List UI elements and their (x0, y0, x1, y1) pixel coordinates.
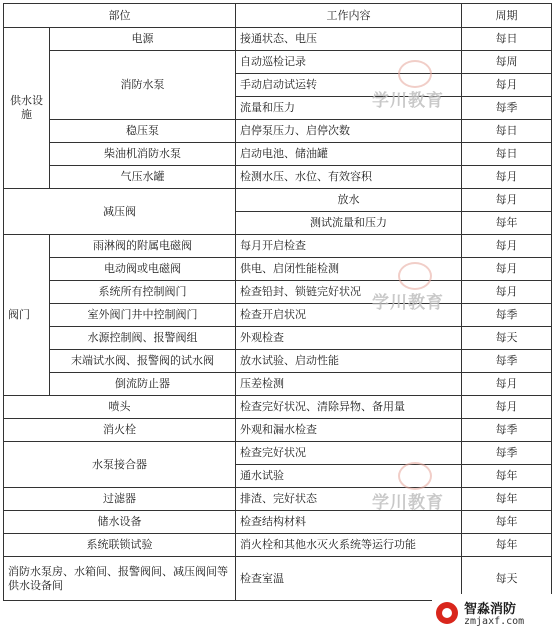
content-cell: 检查结构材料 (236, 511, 462, 534)
header-content: 工作内容 (236, 4, 462, 28)
content-cell: 测试流量和压力 (236, 212, 462, 235)
content-cell: 检查室温 (236, 557, 462, 601)
table-row (4, 189, 552, 212)
content-cell: 检查完好状况、清除异物、备用量 (236, 396, 462, 419)
part-cell: 稳压泵 (50, 120, 236, 143)
part-cell: 雨淋阀的附属电磁阀 (50, 235, 236, 258)
table-row (4, 419, 552, 442)
table-header-row (4, 4, 552, 28)
part-cell: 室外阀门井中控制阀门 (50, 304, 236, 327)
content-cell: 手动启动试运转 (236, 74, 462, 97)
content-cell: 放水试验、启动性能 (236, 350, 462, 373)
part-cell: 气压水罐 (50, 166, 236, 189)
watermark-text: 学川教育 (372, 493, 444, 513)
period-cell: 每月 (462, 281, 552, 304)
period-cell: 每月 (462, 258, 552, 281)
logo-name: 智淼消防 (464, 602, 517, 617)
content-cell: 检查铅封、锁链完好状况 (236, 281, 462, 304)
table-row (4, 120, 552, 143)
period-cell: 每年 (462, 511, 552, 534)
part-cell: 消防水泵房、水箱间、报警阀间、减压阀间等供水设备间 (4, 557, 236, 601)
table-row (4, 488, 552, 511)
part-cell: 系统所有控制阀门 (50, 281, 236, 304)
part-cell: 柴油机消防水泵 (50, 143, 236, 166)
content-cell: 自动巡检记录 (236, 51, 462, 74)
part-cell: 消防水泵 (50, 51, 236, 120)
content-cell: 流量和压力 (236, 97, 462, 120)
period-cell: 每周 (462, 51, 552, 74)
period-cell: 每日 (462, 28, 552, 51)
period-cell: 每天 (462, 327, 552, 350)
content-cell: 检测水压、水位、有效容积 (236, 166, 462, 189)
content-cell: 启动电池、储油罐 (236, 143, 462, 166)
part-cell: 电源 (50, 28, 236, 51)
part-cell: 系统联锁试验 (4, 534, 236, 557)
content-cell: 通水试验 (236, 465, 462, 488)
content-cell: 检查开启状况 (236, 304, 462, 327)
content-cell: 供电、启闭性能检测 (236, 258, 462, 281)
period-cell: 每日 (462, 143, 552, 166)
table-row (4, 143, 552, 166)
table-row (4, 166, 552, 189)
content-cell: 外观和漏水检查 (236, 419, 462, 442)
logo-url: zmjaxf.com (464, 616, 525, 627)
content-cell: 放水 (236, 189, 462, 212)
period-cell: 每月 (462, 373, 552, 396)
header-period: 周期 (462, 4, 552, 28)
period-cell: 每月 (462, 189, 552, 212)
period-cell: 每季 (462, 97, 552, 120)
period-cell: 每年 (462, 465, 552, 488)
period-cell: 每季 (462, 419, 552, 442)
watermark-text: 学川教育 (372, 91, 444, 111)
period-cell: 每年 (462, 488, 552, 511)
table-row (4, 327, 552, 350)
content-cell: 检查完好状况 (236, 442, 462, 465)
part-cell: 过滤器 (4, 488, 236, 511)
table-row (4, 28, 552, 51)
content-cell: 启停泵压力、启停次数 (236, 120, 462, 143)
period-cell: 每季 (462, 350, 552, 373)
part-cell: 减压阀 (4, 189, 236, 235)
period-cell: 每季 (462, 442, 552, 465)
maintenance-schedule-table (3, 3, 552, 601)
part-cell: 末端试水阀、报警阀的试水阀 (50, 350, 236, 373)
part-cell: 水源控制阀、报警阀组 (50, 327, 236, 350)
logo-mark-icon (436, 602, 458, 624)
part-cell: 倒流防止器 (50, 373, 236, 396)
period-cell: 每年 (462, 212, 552, 235)
table-row (4, 51, 552, 74)
period-cell: 每月 (462, 166, 552, 189)
part-cell: 电动阀或电磁阀 (50, 258, 236, 281)
watermark-text: 学川教育 (372, 293, 444, 313)
period-cell: 每月 (462, 396, 552, 419)
header-part: 部位 (4, 4, 236, 28)
table-row (4, 235, 552, 258)
period-cell: 每月 (462, 235, 552, 258)
content-cell: 外观检查 (236, 327, 462, 350)
part-cell: 水泵接合器 (4, 442, 236, 488)
group-supply: 供水设施 (4, 28, 50, 189)
content-cell: 每月开启检查 (236, 235, 462, 258)
period-cell: 每季 (462, 304, 552, 327)
table-row (4, 304, 552, 327)
content-cell: 压差检测 (236, 373, 462, 396)
group-valves: 阀门 (4, 235, 50, 396)
site-logo (432, 594, 555, 636)
period-cell: 每月 (462, 74, 552, 97)
table-row (4, 396, 552, 419)
table-row (4, 534, 552, 557)
table-row (4, 442, 552, 465)
part-cell: 喷头 (4, 396, 236, 419)
part-cell: 储水设备 (4, 511, 236, 534)
period-cell: 每日 (462, 120, 552, 143)
table-row (4, 281, 552, 304)
period-cell: 每天 (462, 557, 552, 601)
table-row (4, 350, 552, 373)
content-cell: 排渣、完好状态 (236, 488, 462, 511)
table-row (4, 258, 552, 281)
table-row (4, 373, 552, 396)
period-cell: 每年 (462, 534, 552, 557)
content-cell: 消火栓和其他水灭火系统等运行功能 (236, 534, 462, 557)
table-row (4, 511, 552, 534)
content-cell: 接通状态、电压 (236, 28, 462, 51)
part-cell: 消火栓 (4, 419, 236, 442)
